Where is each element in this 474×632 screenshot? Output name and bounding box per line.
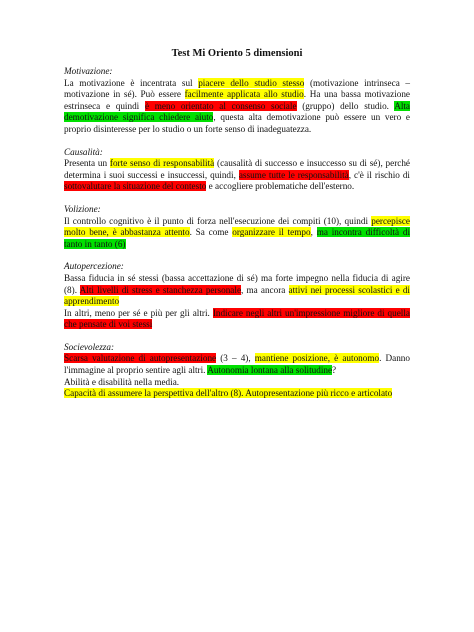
highlighted-text: facilmente applicata allo studio [184, 89, 304, 100]
highlighted-text: Scarsa valutazione di autopresentazione [64, 353, 217, 364]
highlighted-text: mantiene posizione, è autonomo [254, 353, 380, 364]
text-run: In altri, meno per sé e più per gli altri. [64, 307, 213, 318]
highlighted-text: ma incontra difficoltà di tanto in tanto (6) [64, 227, 410, 249]
text-run: . Danno l'immagine al proprio sentire agli altri. [64, 353, 410, 376]
text-run: Presenta un [64, 158, 110, 169]
text-run: ? [332, 365, 337, 376]
highlighted-text: Alti livelli di stress e stanchezza personale [79, 284, 242, 295]
text-run: Bassa fiducia in sé stessi (bassa accettazione di sé) ma forte impegno nella fiducia di agire (8). [64, 272, 410, 295]
section [64, 204, 410, 250]
section-paragraph [64, 308, 410, 331]
text-run: Abilità e disabilità nella media. [64, 376, 180, 387]
highlighted-text: sottovalutare la situazione del contesto [64, 181, 207, 192]
section-heading: Socievolezza: [64, 341, 115, 352]
highlighted-text: Capacità di assumere la perspettiva dell'altro (8). Autopresentazione più ricco e articolato [64, 388, 393, 399]
text-run: , c'è il rischio di [348, 169, 410, 180]
section-paragraph [64, 377, 410, 389]
text-run: (gruppo) dello studio. [296, 100, 395, 111]
text-run: Il controllo cognitivo è il punto di forza nell'esecuzione dei compiti (10), quindi [64, 215, 372, 226]
text-run: (motivazione intrinseca – motivazione in sé). Può essere [64, 77, 410, 100]
highlighted-text: organizzare il tempo [232, 227, 311, 238]
section [64, 261, 410, 331]
section-paragraph [64, 78, 410, 136]
highlighted-text: percepisce molto bene, è abbastanza attento [64, 215, 410, 238]
text-run: , ma ancora [241, 284, 289, 295]
section-heading: Causalità: [64, 146, 103, 157]
text-run: . Ha una bassa motivazione estrinseca e quindi [64, 89, 411, 111]
section [64, 66, 410, 136]
text-run: La motivazione è incentrata sul [64, 77, 199, 88]
section-heading: Motivazione: [64, 66, 113, 76]
text-run: (3 – 4), [216, 353, 255, 364]
text-run: , questa alta demotivazione può essere un vero e proprio disinteresse per lo studio o un forte senso di inadeguatezza. [64, 112, 411, 134]
section-paragraph [64, 388, 410, 400]
section-paragraph [64, 158, 410, 193]
section-paragraph [64, 216, 410, 251]
highlighted-text: Indicare negli altri un'impressione migliore di quella che pensate di voi stessi [64, 307, 410, 330]
section-heading: Autopercezione: [64, 261, 124, 272]
section-paragraph [64, 273, 410, 308]
highlighted-text: Alta demotivazione significa chiedere aiuto [64, 100, 411, 123]
section [64, 147, 410, 193]
text-run: (causalità di successo e insuccesso su di sé), perché determina i suoi successi e insuccessi, quindi, [64, 158, 411, 180]
text-run: e accogliere problematiche dell'esterno. [206, 181, 355, 192]
section-heading: Volizione: [64, 203, 101, 214]
document-title: Test Mi Oriento 5 dimensioni [171, 48, 303, 59]
section [64, 342, 410, 400]
section-paragraph [64, 353, 410, 376]
highlighted-text: assume tutte le responsabilità [238, 169, 349, 180]
document-body [64, 66, 410, 400]
highlighted-text: forte senso di responsabilità [109, 158, 215, 169]
text-run: , [310, 227, 317, 238]
highlighted-text: Autonomia lontana alla solitudine [207, 365, 333, 376]
highlighted-text: attivi nei processi scolastici e di apprendimento [64, 284, 410, 307]
highlighted-text: è meno orientato al consenso sociale [144, 100, 297, 111]
text-run: . Sa come [189, 227, 233, 238]
highlighted-text: piacere dello studio stesso [198, 77, 305, 88]
